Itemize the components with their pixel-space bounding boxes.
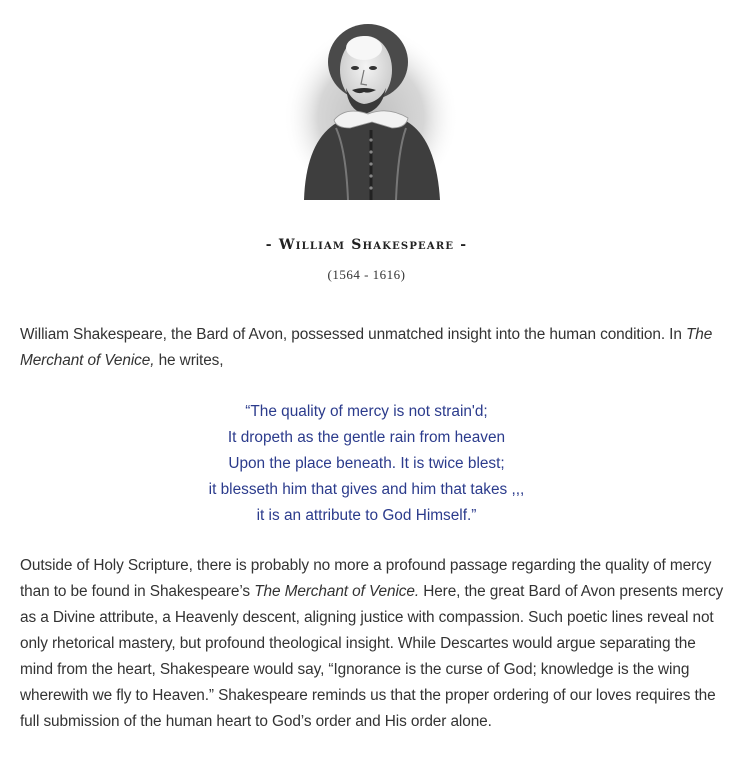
mercy-quote — [0, 399, 733, 529]
portrait-engraving — [276, 0, 466, 205]
body-text-after: Here, the great Bard of Avon presents mercy as a Divine attribute, a Heavenly descent, aligning justice with compassion. Such poetic lines reveal not only rhetorical mastery, but profound theological insight. While Descartes would argue separating the mind from the heart, Shakespeare would say, “Ignorance is the curse of God; knowledge is the wing wherewith we fly to Heaven.” Shakespeare reminds us that the proper ordering of our loves requires the full submission of the human heart to God’s order and His order alone. — [20, 583, 724, 730]
quote-line: it blesseth him that gives and him that takes ,,, — [208, 481, 525, 498]
author-name: - William Shakespeare - — [265, 237, 468, 253]
shakespeare-portrait — [276, 0, 466, 205]
body-text-before: Outside of Holy Scripture, there is probably no more a profound passage regarding the quality of mercy than to be found in Shakespeare’s — [20, 557, 712, 600]
quote-line: It dropeth as the gentle rain from heaven — [227, 429, 506, 446]
intro-text-before: William Shakespeare, the Bard of Avon, possessed unmatched insight into the human condition. In — [20, 326, 686, 343]
intro-text-after: he writes, — [154, 352, 224, 369]
quote-line: it is an attribute to God Himself.” — [256, 507, 477, 524]
quote-line: “The quality of mercy is not strain'd; — [245, 403, 488, 420]
intro-paragraph — [20, 322, 726, 374]
body-title: The Merchant of Venice. — [254, 583, 420, 600]
quote-line: Upon the place beneath. It is twice blest; — [228, 455, 505, 472]
author-dates: (1564 - 1616) — [327, 267, 406, 282]
intro-title: The Merchant of Venice, — [20, 326, 713, 369]
body-paragraph — [20, 553, 726, 735]
